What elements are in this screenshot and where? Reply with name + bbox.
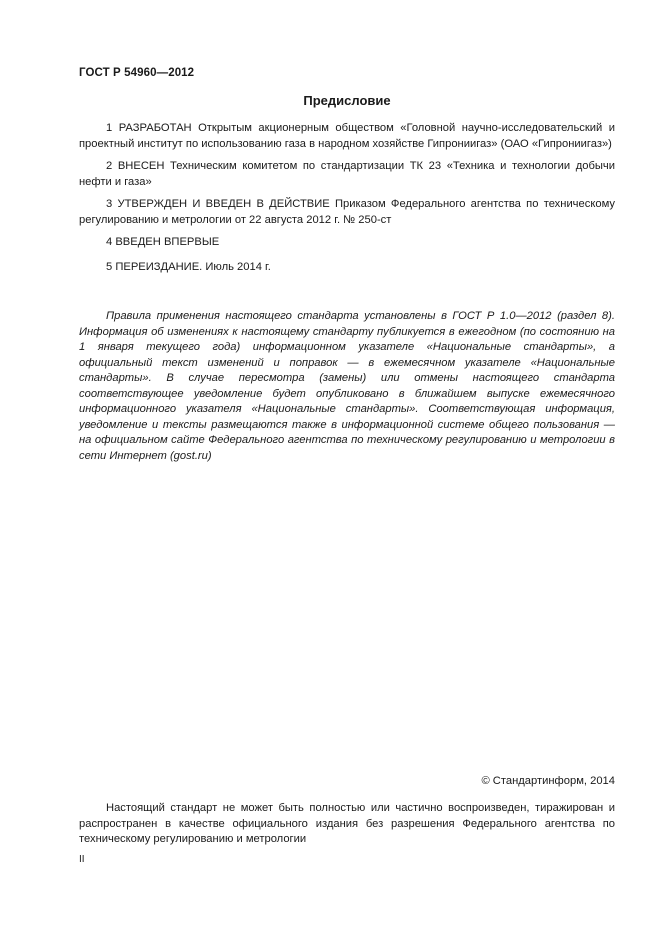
preface-item-5: 5 ПЕРЕИЗДАНИЕ. Июль 2014 г.: [106, 261, 271, 273]
preface-item-3: 3 УТВЕРЖДЕН И ВВЕДЕН В ДЕЙСТВИЕ Приказом Федерального агентства по техническому регулированию и метрологии от 22 августа 2012 г. № 250-ст: [79, 198, 615, 226]
preface-item-4: 4 ВВЕДЕН ВПЕРВЫЕ: [106, 236, 220, 248]
reproduction-notice: Настоящий стандарт не может быть полностью или частично воспроизведен, тиражирован и распространен в качестве официального издания без разрешения Федерального агентства по техническому регулированию и метрологии: [79, 802, 615, 845]
document-code: ГОСТ Р 54960—2012: [79, 67, 195, 79]
section-title: Предисловие: [303, 93, 391, 108]
usage-notice: Правила применения настоящего стандарта установлены в ГОСТ Р 1.0—2012 (раздел 8). Информация об изменениях к настоящему стандарту публикуется в ежегодном (по состоянию на 1 января текущего года) информационном указателе «Национальные стандарты», а официальный текст изменений и поправок — в ежемесячном указателе «Национальные стандарты». В случае пересмотра (замены) или отмены настоящего стандарта соответствующее уведомление будет опубликовано в ближайшем выпуске ежемесячного информационного указателя «Национальные стандарты». Соответствующая информация, уведомление и тексты размещаются также в информационной системе общего пользования — на официальном сайте Федерального агентства по техническому регулированию и метрологии в сети Интернет (gost.ru): [79, 310, 615, 462]
preface-item-2: 2 ВНЕСЕН Техническим комитетом по стандартизации ТК 23 «Техника и технологии добычи нефти и газа»: [79, 160, 615, 188]
preface-item-1: 1 РАЗРАБОТАН Открытым акционерным обществом «Головной научно-исследовательский и проектный институт по использованию газа в народном хозяйстве Гипрониигаз» (ОАО «Гипрониигаз»): [79, 122, 615, 150]
copyright-line: © Стандартинформ, 2014: [481, 775, 615, 787]
page-number: II: [79, 854, 85, 865]
